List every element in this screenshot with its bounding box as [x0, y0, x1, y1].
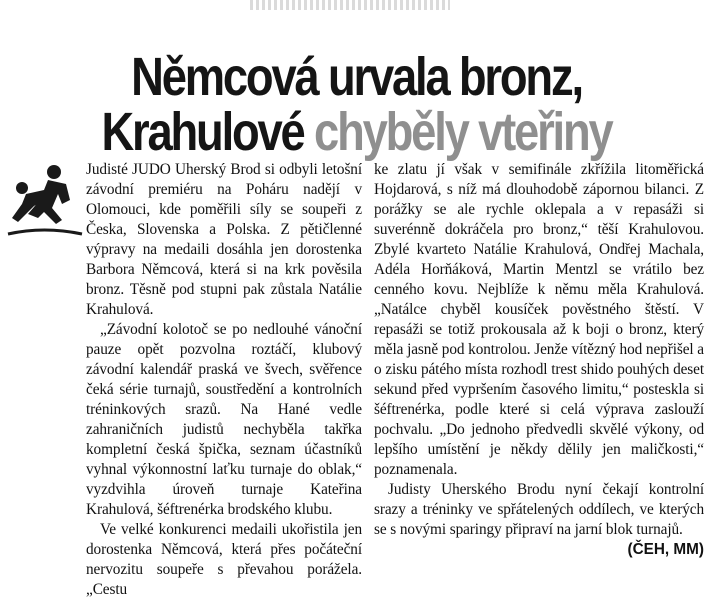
article-column-left	[86, 160, 362, 600]
article-paragraph: „Závodní kolotoč se po nedlouhé vánoční pauze opět pozvolna roztáčí, klubový závodní kalendář praská ve švech, svěřence čeká série turnajů, soustředění a kontrolních tréninkových srazů. Na Hané vedle zahraničních judistů nechyběla takřka kompletní česká špička, seznam účastníků vyhnal výkonnostní laťku turnaje do oblak,“ vyzdvihla úroveň turnaje Kateřina Krahulová, šéftrenérka brodského klubu.	[86, 321, 362, 518]
author-byline: (ČEH, MM)	[627, 541, 704, 558]
article-paragraph: Ve velké konkurenci medaili ukořistila jen dorostenka Němcová, která přes počáteční nervozitu soupeře s převahou porážela. „Cestu	[86, 521, 362, 598]
masthead-strip	[250, 0, 450, 10]
article-paragraph: Judisté JUDO Uherský Brod si odbyli letošní závodní premiéru na Poháru nadějí v Olomouci, kde poměřili síly se soupeři z Česka, Slovenska a Polska. Z pětičlenné výpravy na medaili dosáhla jen dorostenka Barbora Němcová, která si na krk pověsila bronz. Těsně pod stupni pak zůstala Natálie Krahulová.	[86, 161, 362, 318]
article-column-right	[374, 160, 704, 560]
headline-line-1: Němcová urvala bronz,	[131, 47, 582, 108]
headline-name: Krahulové	[101, 102, 304, 163]
article-paragraph: Judisty Uherského Brodu nyní čekají kontrolní srazy a tréninky ve spřátelených oddílech, ve kterých se s novými sparingy připraví na jarní blok turnajů.	[374, 481, 704, 538]
article-paragraph: ke zlatu jí však v semifinále zkřížila litoměřická Hojdarová, s níž má dlouhodobě zápornou bilanci. Z porážky se ale rychle oklepala a v repasáži si suverénně dokráčela pro bronz,“ těší Krahulovou. Zbylé kvarteto Natálie Krahulová, Ondřej Machala, Adéla Horňáková, Martin Mentzl se vrátilo bez cenného kovu. Nejblíže k němu měla Krahulová. „Natálce chyběl kousíček pověstného štěstí. V repasáži se totiž prokousala až k boji o bronz, který měla jasně pod kontrolou. Jenže vítězný hod nepřišel a o zisku pátého místa rozhodl trest shido pouhých deset sekund před vypršením časového limitu,“ posteskla si šéftrenérka, podle které si celá výprava zaslouží pochvalu. „Do jednoho předvedli skvělé výkony, od lepšího umístění je někdy dělily jen maličkosti,“ poznamenala.	[374, 161, 704, 478]
headline-line-2	[57, 102, 656, 163]
article-paragraph-last	[374, 480, 704, 558]
judo-throw-icon	[4, 160, 86, 242]
headline	[57, 47, 656, 163]
headline-highlight: chyběly vteřiny	[314, 102, 612, 163]
